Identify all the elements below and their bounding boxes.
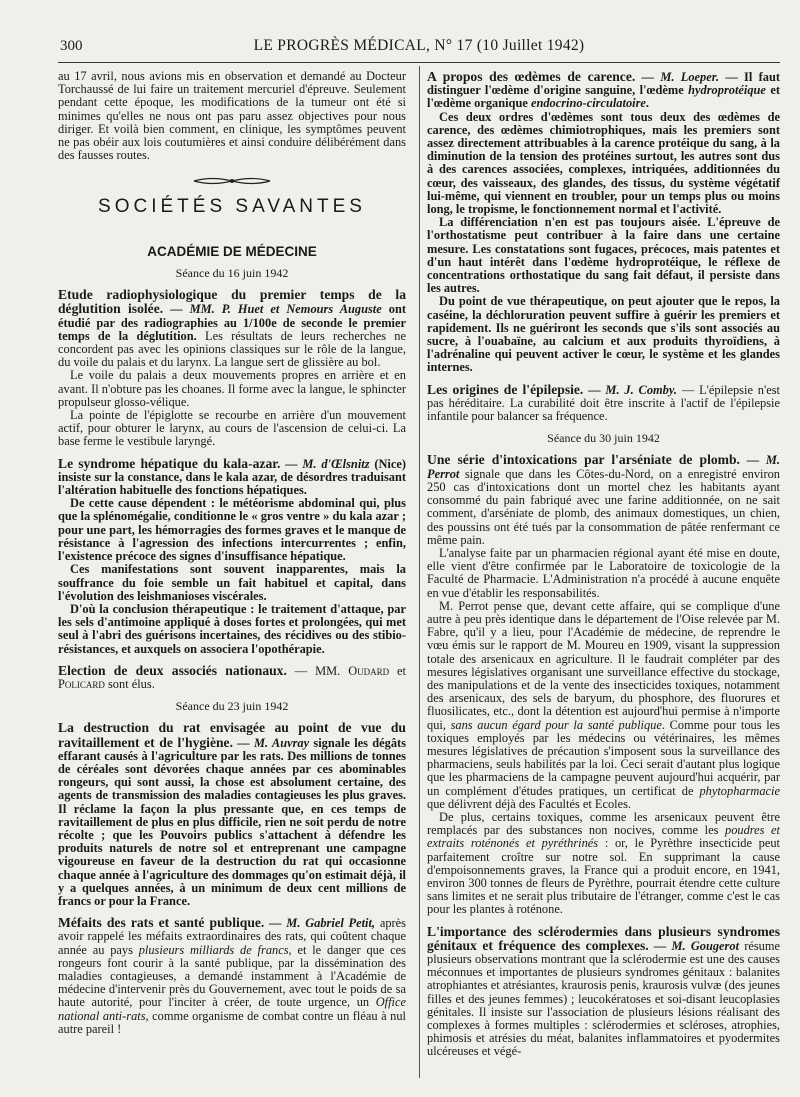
article-lead: ont étudié par des radiographies au 1/100e de seconde le premier temps de la déglutition. [58, 302, 407, 343]
journal-title: LE PROGRÈS MÉDICAL, N° 17 (10 Juillet 1942) [253, 37, 585, 54]
associate-name: Policard [58, 676, 105, 691]
article-arseniate: Une série d'intoxications par l'arséniate de plomb. — M. Perrot signale que dans les Côtes-du-Nord, on a enregistré environ 250 cas d'intoxications dont un mortel chez les habitants ayant consommé du pain fabriqué avec une farine additionnée, on ne sait comment, d'arséniate de plomb, des animaux domestiques, un chien, des poussins ont été tués par la consommation de pâtée renfermant ce même pain. [427, 452, 780, 547]
paragraph: Du point de vue thérapeutique, on peut ajouter que le repos, la caséine, la déchloruration peuvent suffire à guérir les premiers et rapidement. Ils ne guériront les seconds que s'ils sont associés au sucre, à l'ouabaïne, au calcium et aux produits thyroïdiens, à l'adrénaline qui peuvent activer le cœur, le système et les glandes internes. [427, 294, 780, 375]
left-column [58, 70, 406, 1036]
ornament-divider [58, 176, 406, 189]
paragraph: De plus, certains toxiques, comme les arsenicaux peuvent être remplacés par des substances non nocives, comme les poudres et extraits roténonés et pyréthrinés : or, le Pyrèthre insecticide peut parfaitement croître sur notre sol. En supprimant la cause d'empoisonnements graves, la France qui a produit encore, en 1941, environ 300 tonnes de fleurs de Pyrèthre, pourrait étendre cette culture sans limites et ne serait plus tributaire de l'étranger, comme c'est le cas pour les plantes à roténone. [427, 809, 781, 917]
article-authors: — M. Perrot [427, 453, 780, 481]
page-header [58, 36, 780, 60]
paragraph: Ces deux ordres d'œdèmes sont tous deux des œdèmes de carence, des œdèmes chimiotrophiques, mais les premiers sont assez directement attribuables à la carence protéique du sang, à la diminution de la tension des protéines surtout, les autres sont dus à des carences associées, complexes, intriquées, additionnées du cœur, des vaisseaux, des glandes, des tissus, du système végétatif lui-même, qui viennent en troubler, pour un temps plus ou moins long, le tropisme, le fonctionnement normal et l'activité. [427, 109, 780, 217]
article-title: Une série d'intoxications par l'arséniate de plomb. [427, 452, 740, 468]
article-title: L'importance des sclérodermies dans plusieurs syndromes génitaux et fréquence des complexes. [427, 923, 780, 953]
right-column [427, 70, 780, 1059]
paragraph: M. Perrot pense que, devant cette affaire, qui se complique d'une autre à peu près identique dans le département de l'Oise relevée par M. Fabre, qu'il y a lieu, pour l'Académie de médecine, de reprendre le vœu émis sur le rapport de M. Moureu en 1909, visant la suppression totale des arsenicaux en agriculture. Il le faudrait compléter par des mesures législatives organisant une surveillance effective du stockage, des manipulations et de la vente des insecticides toxiques, notamment des arsenicaux, des sels de baryum, du phosphore, des fluorures et fluosilicates, etc., dont la détention est aujourd'hui permise à n'importe qui, sans aucun égard pour la santé publique. Comme pour tous les toxiques employés par les médecins ou vétérinaires, les mêmes mesures législatives de précaution s'imposent sous la surveillance des pharmaciens, seuls habilités par la loi. Ceci serait d'autant plus logique que les pharmaciens de la campagne peuvent aujourd'hui acquérir, par un complément d'études pratiques, un certificat de phytopharmacie que délivrent déjà des Facultés et Ecoles. [427, 598, 780, 811]
article-authors: — M. d'Œlsnitz [285, 456, 370, 471]
paragraph: D'où la conclusion thérapeutique : le traitement d'attaque, par les sels d'antimoine appliqué à doses fortes et prolongées, qui met seul à l'abri des guérisons incertaines, des récidives ou des stibio-résistances, et auxquels on associera l'opothérapie. [58, 601, 406, 656]
paragraph: La pointe de l'épiglotte se recourbe en arrière d'un mouvement actif, pour obturer le larynx, au cours de l'ascension de celui-ci. La base ferme le vestibule laryngé. [58, 408, 406, 449]
article-title: Le syndrome hépatique du kala-azar. [58, 455, 281, 471]
header-rule [58, 62, 780, 63]
article-deglutition [58, 288, 406, 369]
paragraph: La différenciation n'en est pas toujours aisée. L'épreuve de l'orthostatisme peut contribuer à la faire dans une certaine mesure. Les constatations sont fugaces, précoces, mais patentes et d'un haut intérêt dans l'œdème hydroprotéique, le réflexe de concentrations orthostatique du sang fait défaut, il persiste dans les autres. [427, 215, 780, 296]
article-title: A propos des œdèmes de carence. [427, 69, 636, 84]
article-epilepsie: Les origines de l'épilepsie. — M. J. Comby. — L'épilepsie n'est pas héréditaire. La curabilité doit être inscrite à l'actif de l'épilepsie infantile pour balancer sa fréquence. [427, 381, 780, 424]
paragraph: De cette cause dépendent : le météorisme abdominal qui, plus que la splénomégalie, conditionne le « gros ventre » du kala azar ; pour une part, les hémorragies des formes graves et le manque de résistance à l'agression des infections intercurrentes ; enfin, l'existence précoce des signes d'insuffisance hépatique. [58, 496, 406, 564]
session-date-16-june: Séance du 16 juin 1942 [175, 266, 289, 281]
article-sclerodermies: L'importance des sclérodermies dans plusieurs syndromes génitaux et fréquence des complexes. — M. Gougerot résume plusieurs observations montrant que la sclérodermie est une des causes méconnues et importantes de plusieurs syndromes génitaux : balanites atrophiantes et atrésiantes, kraurosis penis, kraurosis vulvæ (des jeunes filles et des jeunes femmes) ; leucokératoses et soi-disant leucoplasies génitales. Il insiste sur l'association de plusieurs lésions réalisant des complexes à formes multiples : sclérodermies et scléroses, atrophies, phimosis et atrésies du méat, balanites inflammatoires et pyodermites ulcéreuses et végé- [427, 923, 780, 1059]
page-number: 300 [60, 38, 83, 54]
associate-name: Oudard [348, 663, 390, 678]
article-title: Les origines de l'épilepsie. [427, 381, 584, 397]
article-text: Les résultats de leurs recherches ne concordent pas avec les opinions classiques sur le rôle de la langue, du voile du palais et du larynx. La langue sert de glissière au bol. [58, 328, 406, 370]
article-authors: — M. Loeper. [641, 70, 719, 84]
article-authors: — M. Auvray [237, 735, 310, 750]
ornament-icon [192, 176, 272, 186]
paragraph: L'analyse faite par un pharmacien régional ayant été mise en doute, elle vient d'être confirmée par le Laboratoire de toxicologie de la Faculté de Pharmacie. L'Administration n'a procédé à aucune enquête en vue d'établir les responsabilités. [427, 545, 780, 600]
article-authors: — M. Gabriel Petit, [269, 916, 376, 931]
article-authors: — M. Gougerot [653, 938, 740, 953]
article-text: signale les dégâts effarant causés à l'agriculture par les rats. Des millions de tonnes de céréales sont dévorées chaque années par ces abominables rongeurs, qui sont aussi, la chose est absolument certaine, des agents de transmission des maladies contagieuses les plus graves. Il réclame la façon la plus pressante que, en ces temps de ravitaillement de plus en plus difficile, rien ne soit perdu de notre récolte ; que les Pouvoirs publics s'attachent à défendre les produits naturels de notre sol et entreprenant une campagne vigoureuse en faveur de la destruction du rat qui occasionne chaque année à l'agriculture des dommages qu'on estimait déjà, il y a quelques années, à un minimum de deux cent millions de francs or pour la France. [58, 735, 406, 908]
article-authors: — M. J. Comby. [588, 382, 677, 397]
article-title: Election de deux associés nationaux. [58, 662, 287, 678]
article-title: Etude radiophysiologique du premier temps de la déglutition isolée. [58, 287, 406, 317]
article-authors: — MM. P. Huet et Nemours Auguste [170, 302, 382, 317]
article-election: Election de deux associés nationaux. — MM. Oudard et Policard sont élus. [58, 662, 407, 691]
article-lead: (Nice) insiste sur la constance, dans le kala azar, de désordres traduisant l'altération habituelle des fonctions hépatiques. [58, 456, 406, 498]
intro-paragraph: au 17 avril, nous avions mis en observation et demandé au Docteur Torchaussé de lui faire un traitement mercuriel d'épreuve. Seulement pendant cette époque, les modifications de la tumeur ont été si minimes qu'elles ne nous ont pas paru assez objectives pour nous diriger. Et voilà bien comment, en clinique, les symptômes peuvent ne pas obéir aux lois coutumières et ainsi conduire délibérément dans des fausses routes. [58, 69, 406, 163]
column-divider [419, 66, 420, 1078]
article-rat-destruction [58, 721, 406, 908]
section-title: SOCIÉTÉS SAVANTES [98, 195, 366, 217]
academy-heading: ACADÉMIE DE MÉDECINE [147, 243, 317, 259]
article-oedemes: A propos des œdèmes de carence. — M. Loeper. — Il faut distinguer l'œdème d'origine sanguine, l'œdème hydroprotéique et l'œdème organique endocrino-circulatoire. [427, 69, 780, 111]
session-date-23-june: Séance du 23 juin 1942 [175, 699, 289, 714]
article-title: La destruction du rat envisagée au point de vue du ravitaillement et de l'hygiène. [58, 720, 406, 750]
paragraph: Ces manifestations sont souvent inapparentes, mais la souffrance du foie semble un fait habituel et capital, dans l'évolution des leishmanioses viscérales. [58, 562, 406, 603]
article-title: Méfaits des rats et santé publique. [58, 915, 265, 931]
session-date-30-june: Séance du 30 juin 1942 [547, 431, 660, 446]
paragraph: Le voile du palais a deux mouvements propres en arrière et en avant. Il n'obture pas les choanes. Il forme avec la langue, le sphincter propulseur glosso-vélique. [58, 368, 406, 409]
article-rat-misdeeds: Méfaits des rats et santé publique. — M. Gabriel Petit, après avoir rappelé les méfaits extraordinaires des rats, qui coûtent chaque année au pays plusieurs milliards de francs, et le danger que ces rongeurs font courir à la santé publique, par la dissémination des maladies contagieuses, a demandé instamment à l'Académie de médecine d'intervenir près du Gouvernement, avec tout le poids de sa haute autorité, pour l'inciter à créer, de toute urgence, un Office national anti-rats, comme organisme de combat contre un fléau à nul autre pareil ! [58, 915, 406, 1036]
article-kala-azar [58, 457, 406, 498]
